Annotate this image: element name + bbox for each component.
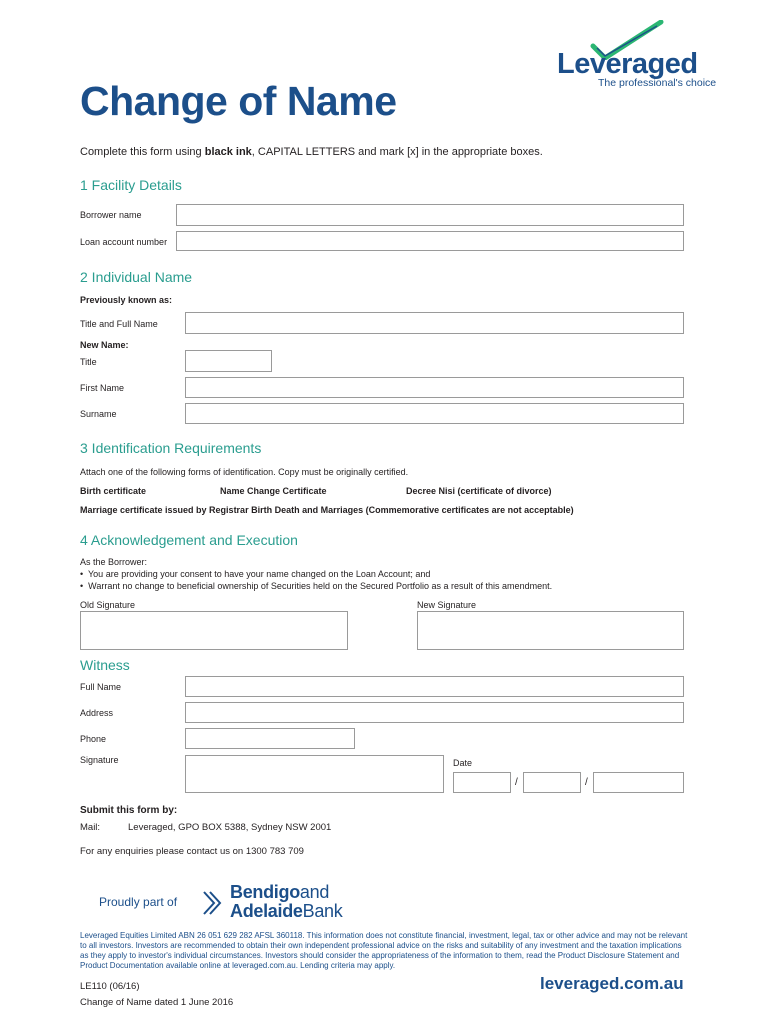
section-identification-heading: 3 Identification Requirements bbox=[80, 440, 262, 456]
form-code: LE110 (06/16) bbox=[80, 981, 140, 992]
date-separator-1: / bbox=[515, 777, 518, 788]
bendigo-adelaide-logo bbox=[200, 880, 360, 920]
old-signature-field[interactable] bbox=[80, 611, 348, 650]
logo-text: Leveraged bbox=[557, 48, 698, 80]
first-name-label: First Name bbox=[80, 383, 125, 393]
previously-known-label: Previously known as: bbox=[80, 295, 173, 305]
form-dated: Change of Name dated 1 June 2016 bbox=[80, 997, 234, 1008]
surname-field[interactable] bbox=[185, 403, 684, 424]
witness-address-field[interactable] bbox=[185, 702, 684, 723]
as-borrower-label: As the Borrower: bbox=[80, 557, 148, 567]
disclaimer-text: Leveraged Equities Limited ABN 26 051 629 282 AFSL 360118. This information does not constitute financial, investment, legal, tax or other advice and may not be relevant to all investors. Investors are recommended to obtain their own independent professional advice on the risks and suitability of any investment and the taxation implications as they apply to investor's individual circumstances. Investors should consider the appropriateness of the information to them, read the Product Disclosure Statement and Product Documentation available online at leveraged.com.au. Lending criteria may apply. bbox=[80, 931, 688, 970]
bullet-1: • You are providing your consent to have your name changed on the Loan Account; and bbox=[80, 569, 431, 579]
page-title: Change of Name bbox=[80, 78, 397, 124]
website-link[interactable]: leveraged.com.au bbox=[540, 974, 684, 993]
witness-date-label: Date bbox=[453, 758, 473, 768]
bank-name-bank: Bank bbox=[302, 901, 343, 921]
borrower-name-field[interactable] bbox=[176, 204, 684, 226]
option-birth-certificate[interactable]: Birth certificate bbox=[80, 486, 147, 496]
first-name-field[interactable] bbox=[185, 377, 684, 398]
title-label: Title bbox=[80, 357, 97, 367]
option-name-change-certificate[interactable]: Name Change Certificate bbox=[220, 486, 327, 496]
borrower-name-label: Borrower name bbox=[80, 210, 142, 220]
old-signature-label: Old Signature bbox=[80, 600, 136, 610]
section-individual-heading: 2 Individual Name bbox=[80, 269, 193, 285]
title-full-name-field[interactable] bbox=[185, 312, 684, 334]
witness-phone-field[interactable] bbox=[185, 728, 355, 749]
witness-full-name-field[interactable] bbox=[185, 676, 684, 697]
option-decree-nisi[interactable]: Decree Nisi (certificate of divorce) bbox=[406, 486, 552, 496]
bank-chevron-icon bbox=[202, 888, 224, 918]
witness-signature-label: Signature bbox=[80, 755, 119, 765]
date-separator-2: / bbox=[585, 777, 588, 788]
section-witness-heading: Witness bbox=[80, 657, 130, 673]
new-name-label: New Name: bbox=[80, 340, 129, 350]
title-full-name-label: Title and Full Name bbox=[80, 319, 158, 329]
enquiries-text: For any enquiries please contact us on 1300 783 709 bbox=[80, 846, 304, 857]
proudly-part-of: Proudly part of bbox=[99, 895, 178, 909]
section-acknowledgement-heading: 4 Acknowledgement and Execution bbox=[80, 532, 298, 548]
leveraged-logo bbox=[557, 20, 727, 90]
date-day-field[interactable] bbox=[453, 772, 511, 793]
title-field[interactable] bbox=[185, 350, 272, 372]
witness-address-label: Address bbox=[80, 708, 114, 718]
identification-instruction: Attach one of the following forms of identification. Copy must be originally certified. bbox=[80, 467, 409, 477]
bank-name-and: and bbox=[299, 882, 330, 902]
date-month-field[interactable] bbox=[523, 772, 581, 793]
new-signature-label: New Signature bbox=[417, 600, 477, 610]
loan-account-field[interactable] bbox=[176, 231, 684, 251]
section-facility-heading: 1 Facility Details bbox=[80, 177, 182, 193]
mail-address: Leveraged, GPO BOX 5388, Sydney NSW 2001 bbox=[128, 822, 332, 833]
witness-full-name-label: Full Name bbox=[80, 682, 122, 692]
witness-phone-label: Phone bbox=[80, 734, 107, 744]
intro-text: Complete this form using black ink, CAPITAL LETTERS and mark [x] in the appropriate boxes. bbox=[80, 146, 543, 158]
loan-account-label: Loan account number bbox=[80, 237, 168, 247]
bullet-2: • Warrant no change to beneficial ownership of Securities held on the Secured Portfolio as a result of this amendment. bbox=[80, 581, 553, 591]
date-year-field[interactable] bbox=[593, 772, 684, 793]
option-marriage-certificate[interactable]: Marriage certificate issued by Registrar Birth Death and Marriages (Commemorative certificates are not acceptable) bbox=[80, 505, 574, 515]
logo-tagline: The professional's choice bbox=[598, 77, 717, 89]
bank-name-adelaide: Adelaide bbox=[230, 901, 303, 921]
new-signature-field[interactable] bbox=[417, 611, 684, 650]
bank-name-bendigo: Bendigo bbox=[230, 882, 300, 902]
submit-heading: Submit this form by: bbox=[80, 805, 178, 816]
mail-label: Mail: bbox=[80, 822, 101, 833]
witness-signature-field[interactable] bbox=[185, 755, 444, 793]
surname-label: Surname bbox=[80, 409, 117, 419]
